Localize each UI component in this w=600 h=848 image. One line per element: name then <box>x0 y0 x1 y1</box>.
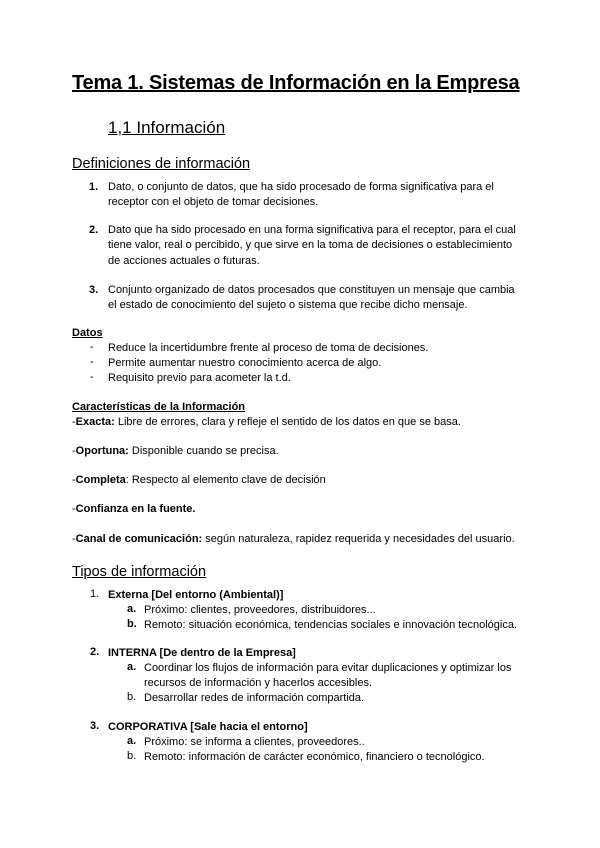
item-label: Oportuna: <box>75 445 129 457</box>
definition-line: el estado de conocimiento del sujeto o sistema que recibe dicho mensaje. <box>108 299 468 311</box>
item-label: Completa <box>75 474 126 486</box>
definition-line: de acciones actuales o futuras. <box>108 255 260 267</box>
caracteristicas-heading: Características de la Información <box>72 401 246 413</box>
item-prefix: - <box>72 503 76 515</box>
definiciones-heading: Definiciones de información <box>72 156 251 172</box>
sub-letter: a. <box>127 603 137 615</box>
tipo-label: INTERNA [De dentro de la Empresa] <box>108 647 296 659</box>
sub-letter: b. <box>127 618 137 630</box>
item-label: Confianza en la fuente. <box>75 503 196 515</box>
tipo-label: CORPORATIVA [Sale hacia el entorno] <box>108 721 308 733</box>
list-number: 2. <box>90 646 100 658</box>
sub-letter: a. <box>127 735 137 747</box>
datos-item: Reduce la incertidumbre frente al proceso de toma de decisiones. <box>108 342 429 354</box>
item-text: Disponible cuando se precisa. <box>128 445 279 457</box>
caracteristica-item <box>72 532 515 547</box>
caracteristica-item <box>72 502 195 517</box>
bullet-dash: - <box>90 341 94 353</box>
sub-item: Próximo: se informa a clientes, proveedores.. <box>144 736 365 748</box>
datos-heading: Datos <box>72 327 103 339</box>
list-number: 1. <box>90 588 100 600</box>
item-label: Canal de comunicación: <box>75 533 203 545</box>
item-prefix: - <box>72 533 76 545</box>
caracteristica-item <box>72 473 326 488</box>
sub-item: Desarrollar redes de información compartida. <box>144 692 365 704</box>
sub-letter: a. <box>127 661 137 673</box>
definition-line: Dato que ha sido procesado en una forma significativa para el receptor, para el cual <box>108 224 516 236</box>
item-text: : Respecto al elemento clave de decisión <box>125 474 326 486</box>
datos-item: Requisito previo para acometer la t.d. <box>108 372 291 384</box>
sub-item: Próximo: clientes, proveedores, distribuidores... <box>144 604 376 616</box>
sub-item: Remoto: información de carácter económico, financiero o tecnológico. <box>144 751 485 763</box>
list-number: 1. <box>89 181 99 193</box>
page-title: Tema 1. Sistemas de Información en la Empresa <box>72 72 520 94</box>
definition-line: receptor con el objeto de tomar decisiones. <box>108 196 319 208</box>
bullet-dash: - <box>90 371 94 383</box>
item-prefix: - <box>72 445 76 457</box>
caracteristica-item <box>72 415 461 430</box>
definition-line: Dato, o conjunto de datos, que ha sido procesado de forma significativa para el <box>108 181 494 193</box>
list-number: 2. <box>89 224 99 236</box>
item-text: Libre de errores, clara y refleje el sentido de los datos en que se basa. <box>114 416 461 428</box>
sub-item: Coordinar los flujos de información para evitar duplicaciones y optimizar los <box>144 662 512 674</box>
item-label: Exacta: <box>75 416 115 428</box>
list-number: 3. <box>90 720 100 732</box>
item-text: según naturaleza, rapidez requerida y necesidades del usuario. <box>202 533 515 545</box>
datos-item: Permite aumentar nuestro conocimiento acerca de algo. <box>108 357 382 369</box>
sub-letter: b. <box>127 750 137 762</box>
sub-letter: b. <box>127 691 137 703</box>
definition-line: Conjunto organizado de datos procesados que constituyen un mensaje que cambia <box>108 284 515 296</box>
caracteristica-item <box>72 444 279 459</box>
item-prefix: - <box>72 416 76 428</box>
item-prefix: - <box>72 474 76 486</box>
bullet-dash: - <box>90 356 94 368</box>
sub-item: recursos de información y hacerlos accesibles. <box>144 677 373 689</box>
tipos-heading: Tipos de información <box>72 564 207 580</box>
section-subtitle: 1,1 Información <box>108 118 226 137</box>
sub-item: Remoto: situación económica, tendencias sociales e innovación tecnológica. <box>144 619 517 631</box>
list-number: 3. <box>89 284 99 296</box>
tipo-label: Externa [Del entorno (Ambiental)] <box>108 589 284 601</box>
definition-line: tiene valor, real o percibido, y que sirve en la toma de decisiones o establecimiento <box>108 239 513 251</box>
